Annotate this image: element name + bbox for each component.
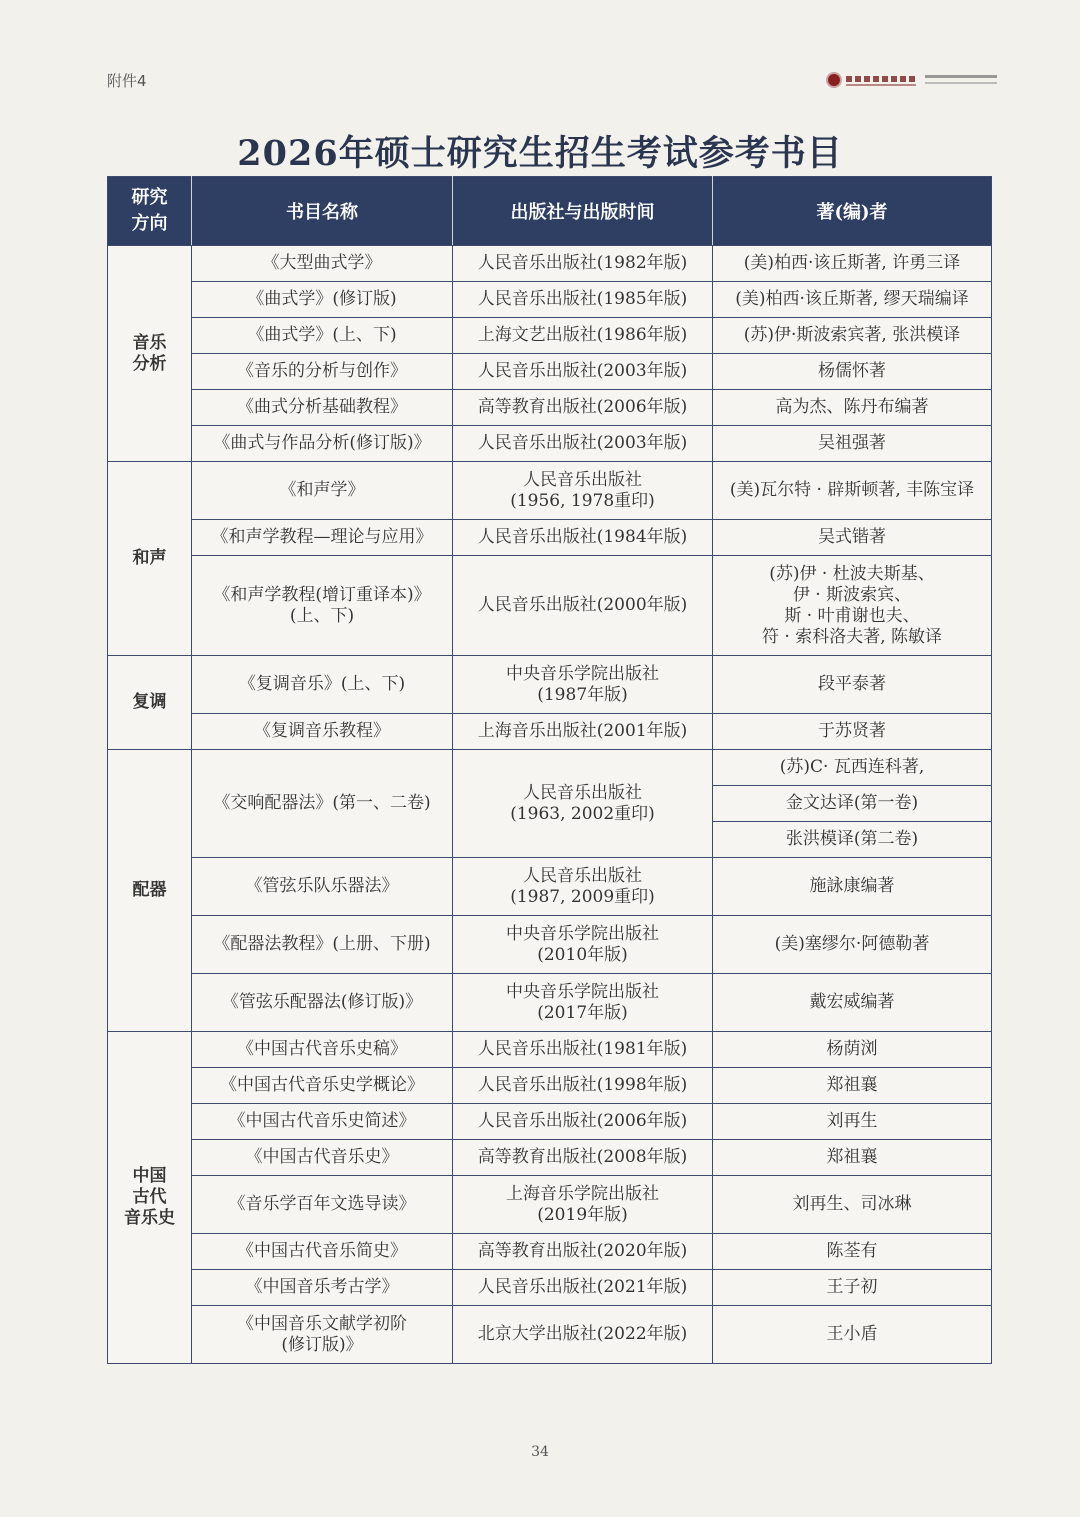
book-title-cell: 《中国古代音乐简史》: [192, 1234, 453, 1270]
publisher-cell: 上海音乐学院出版社 (2019年版): [453, 1176, 713, 1234]
publisher-cell: 中央音乐学院出版社 (2010年版): [453, 916, 713, 974]
author-cell: (美)塞缪尔·阿德勒著: [713, 916, 992, 974]
book-title-cell: 《曲式与作品分析(修订版)》: [192, 426, 453, 462]
page-title: 2026年硕士研究生招生考试参考书目: [237, 133, 843, 174]
table-body: [108, 246, 992, 1364]
table-row: [108, 974, 992, 1032]
book-title-cell: 《中国古代音乐史简述》: [192, 1104, 453, 1140]
table-row: [108, 318, 992, 354]
publisher-cell: 人民音乐出版社(1998年版): [453, 1068, 713, 1104]
table-row: [108, 858, 992, 916]
book-title-cell: 《复调音乐教程》: [192, 714, 453, 750]
author-cell: 杨儒怀著: [713, 354, 992, 390]
author-cell: 于苏贤著: [713, 714, 992, 750]
table-row: [108, 750, 992, 786]
book-title-cell: 《大型曲式学》: [192, 246, 453, 282]
research-direction-cell: 复调: [108, 656, 192, 750]
brochure-caption-logotype: [925, 74, 996, 86]
table-row: [108, 656, 992, 714]
school-logo: [826, 70, 996, 90]
table-row: [108, 462, 992, 520]
author-cell: (美)柏西·该丘斯著, 缪天瑞编译: [713, 282, 992, 318]
header-author: 著(编)者: [713, 177, 992, 246]
publisher-cell: 人民音乐出版社(1982年版): [453, 246, 713, 282]
reference-book-table: [107, 176, 992, 1364]
school-name-logotype: [846, 74, 915, 86]
author-cell: 吴式锴著: [713, 520, 992, 556]
table-row: [108, 1140, 992, 1176]
author-cell: (苏)伊 · 杜波夫斯基、 伊 · 斯波索宾、 斯 · 叶甫谢也夫、 符 · 索科洛夫著, 陈敏译: [713, 556, 992, 656]
book-title-cell: 《中国古代音乐史学概论》: [192, 1068, 453, 1104]
table-row: [108, 354, 992, 390]
author-cell: (美)柏西·该丘斯著, 许勇三译: [713, 246, 992, 282]
book-title-cell: 《中国音乐考古学》: [192, 1270, 453, 1306]
publisher-cell: 人民音乐出版社 (1987, 2009重印): [453, 858, 713, 916]
table-row: [108, 1104, 992, 1140]
research-direction-cell: 中国 古代 音乐史: [108, 1032, 192, 1364]
publisher-cell: 上海文艺出版社(1986年版): [453, 318, 713, 354]
publisher-cell: 上海音乐出版社(2001年版): [453, 714, 713, 750]
table-row: [108, 1306, 992, 1364]
book-title-cell: 《中国古代音乐史稿》: [192, 1032, 453, 1068]
author-cell: 戴宏威编著: [713, 974, 992, 1032]
research-direction-cell: 音乐 分析: [108, 246, 192, 462]
author-cell: 杨荫浏: [713, 1032, 992, 1068]
table-row: [108, 1270, 992, 1306]
book-title-cell: 《和声学教程(增订重译本)》 (上、下): [192, 556, 453, 656]
author-cell: (苏)伊·斯波索宾著, 张洪模译: [713, 318, 992, 354]
table-row: [108, 520, 992, 556]
attachment-label: 附件4: [107, 72, 147, 90]
author-cell: 刘再生、司冰琳: [713, 1176, 992, 1234]
table-row: [108, 714, 992, 750]
author-cell: 郑祖襄: [713, 1068, 992, 1104]
research-direction-cell: 和声: [108, 462, 192, 656]
book-title-cell: 《中国古代音乐史》: [192, 1140, 453, 1176]
publisher-cell: 人民音乐出版社(2021年版): [453, 1270, 713, 1306]
book-title-cell: 《和声学》: [192, 462, 453, 520]
book-title-cell: 《管弦乐配器法(修订版)》: [192, 974, 453, 1032]
table-row: [108, 1234, 992, 1270]
book-title-cell: 《曲式学》(修订版): [192, 282, 453, 318]
book-title-cell: 《曲式分析基础教程》: [192, 390, 453, 426]
research-direction-cell: 配器: [108, 750, 192, 1032]
publisher-cell: 人民音乐出版社(2003年版): [453, 354, 713, 390]
table-row: [108, 556, 992, 656]
author-cell: (美)瓦尔特 · 辟斯顿著, 丰陈宝译: [713, 462, 992, 520]
table-row: [108, 282, 992, 318]
book-title-cell: 《管弦乐队乐器法》: [192, 858, 453, 916]
book-title-cell: 《复调音乐》(上、下): [192, 656, 453, 714]
author-cell: (苏)C· 瓦西连科著,: [713, 750, 992, 786]
publisher-cell: 北京大学出版社(2022年版): [453, 1306, 713, 1364]
school-seal-icon: [826, 72, 842, 88]
book-title-cell: 《曲式学》(上、下): [192, 318, 453, 354]
author-cell: 王小盾: [713, 1306, 992, 1364]
publisher-cell: 高等教育出版社(2008年版): [453, 1140, 713, 1176]
publisher-cell: 高等教育出版社(2006年版): [453, 390, 713, 426]
publisher-cell: 人民音乐出版社(2003年版): [453, 426, 713, 462]
book-title-cell: 《音乐学百年文选导读》: [192, 1176, 453, 1234]
publisher-cell: 人民音乐出版社 (1956, 1978重印): [453, 462, 713, 520]
author-cell: 金文达译(第一卷): [713, 786, 992, 822]
page-number: 34: [531, 1444, 549, 1460]
publisher-cell: 人民音乐出版社(2006年版): [453, 1104, 713, 1140]
publisher-cell: 人民音乐出版社(2000年版): [453, 556, 713, 656]
author-cell: 陈荃有: [713, 1234, 992, 1270]
publisher-cell: 人民音乐出版社 (1963, 2002重印): [453, 750, 713, 858]
table-row: [108, 390, 992, 426]
table-row: [108, 426, 992, 462]
author-cell: 王子初: [713, 1270, 992, 1306]
author-cell: 段平泰著: [713, 656, 992, 714]
book-title-cell: 《音乐的分析与创作》: [192, 354, 453, 390]
author-cell: 施詠康编著: [713, 858, 992, 916]
header-book-title: 书目名称: [192, 177, 453, 246]
author-cell: 高为杰、陈丹布编著: [713, 390, 992, 426]
publisher-cell: 人民音乐出版社(1985年版): [453, 282, 713, 318]
table-header-row: [108, 177, 992, 246]
author-cell: 张洪模译(第二卷): [713, 822, 992, 858]
publisher-cell: 高等教育出版社(2020年版): [453, 1234, 713, 1270]
book-title-cell: 《配器法教程》(上册、下册): [192, 916, 453, 974]
author-cell: 刘再生: [713, 1104, 992, 1140]
publisher-cell: 人民音乐出版社(1984年版): [453, 520, 713, 556]
table-row: [108, 1176, 992, 1234]
table-row: [108, 916, 992, 974]
publisher-cell: 中央音乐学院出版社 (2017年版): [453, 974, 713, 1032]
header-direction: 研究 方向: [108, 177, 192, 246]
publisher-cell: 人民音乐出版社(1981年版): [453, 1032, 713, 1068]
author-cell: 吴祖强著: [713, 426, 992, 462]
table-row: [108, 246, 992, 282]
table-row: [108, 1032, 992, 1068]
book-title-cell: 《中国音乐文献学初阶 (修订版)》: [192, 1306, 453, 1364]
publisher-cell: 中央音乐学院出版社 (1987年版): [453, 656, 713, 714]
book-title-cell: 《和声学教程—理论与应用》: [192, 520, 453, 556]
book-title-cell: 《交响配器法》(第一、二卷): [192, 750, 453, 858]
author-cell: 郑祖襄: [713, 1140, 992, 1176]
table-row: [108, 1068, 992, 1104]
header-publisher: 出版社与出版时间: [453, 177, 713, 246]
